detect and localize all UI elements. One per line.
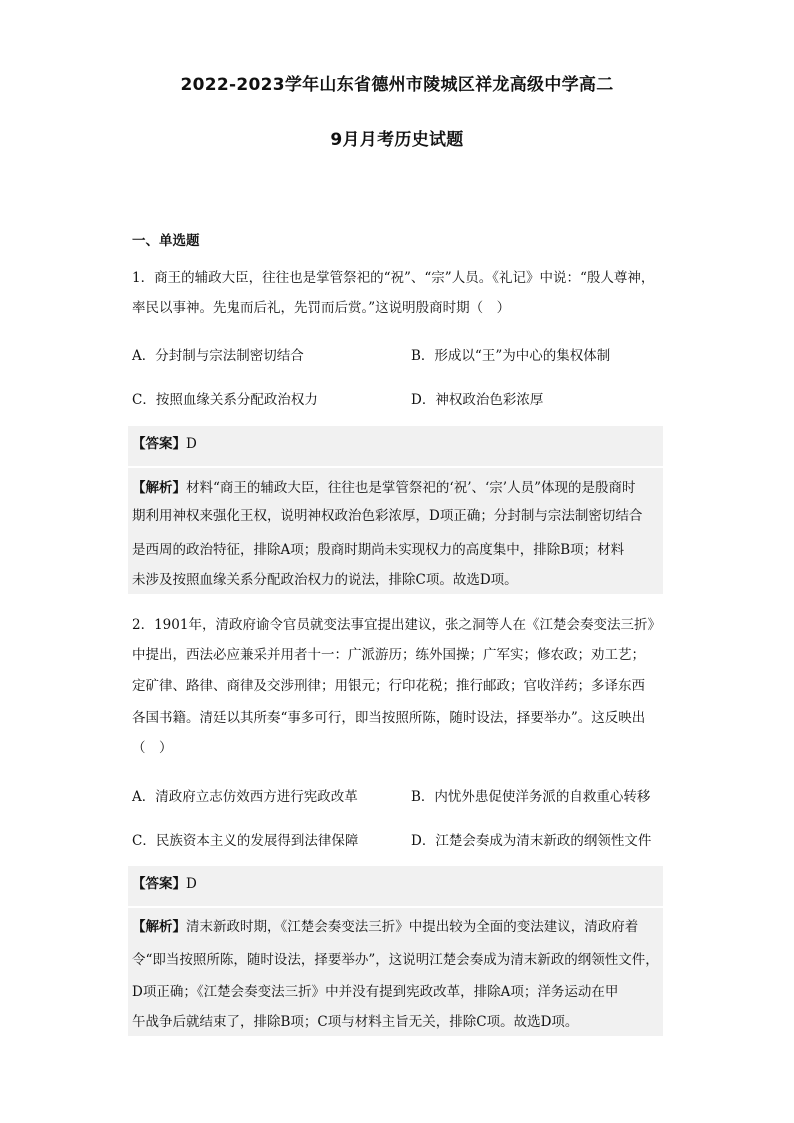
q2-stem-line-3: 定矿律、路律、商律及交涉刑律；用银元；行印花税；推行邮政；官收洋药；多译东西 bbox=[132, 678, 645, 694]
q2-option-b: B．内忧外患促使洋务派的自救重心转移 bbox=[411, 789, 651, 805]
q2-analysis-line-1 bbox=[132, 917, 638, 937]
q2-answer bbox=[132, 874, 197, 894]
q1-answer bbox=[132, 434, 197, 454]
q1-option-b: B．形成以“王”为中心的集权体制 bbox=[411, 348, 611, 364]
q2-analysis-label: 【解析】 bbox=[132, 919, 186, 935]
q2-answer-label: 【答案】 bbox=[132, 876, 186, 892]
q2-option-c: C．民族资本主义的发展得到法律保障 bbox=[132, 833, 359, 849]
q2-option-a: A．清政府立志仿效西方进行宪政改革 bbox=[132, 789, 358, 805]
document-title-line-1: 2022-2023学年山东省德州市陵城区祥龙高级中学高二 bbox=[180, 75, 614, 95]
section-heading: 一、单选题 bbox=[132, 233, 200, 249]
q1-option-c: C．按照血缘关系分配政治权力 bbox=[132, 392, 318, 408]
q2-stem-line-1: 2．1901年，清政府谕令官员就变法事宜提出建议，张之洞等人在《江楚会奏变法三折》 bbox=[132, 617, 661, 633]
q1-option-a: A．分封制与宗法制密切结合 bbox=[132, 348, 304, 364]
q2-stem-line-5: （ ） bbox=[132, 740, 173, 756]
q1-stem-line-2: 率民以事神。先鬼而后礼，先罚而后赏。”这说明殷商时期（ ） bbox=[132, 300, 511, 316]
document-title-line-2: 9月月考历史试题 bbox=[330, 130, 464, 150]
q2-option-d: D．江楚会奏成为清末新政的纲领性文件 bbox=[411, 833, 652, 849]
q1-analysis-line-1 bbox=[132, 478, 635, 498]
q1-analysis-text-1: 材料“商王的辅政大臣，往往也是掌管祭祀的‘祝’、‘宗’人员”体现的是殷商时 bbox=[186, 480, 636, 496]
q2-analysis-line-2: 令“即当按照所陈，随时设法，择要举办”，这说明江楚会奏成为清末新政的纲领性文件， bbox=[132, 952, 659, 968]
q1-option-d: D．神权政治色彩浓厚 bbox=[411, 392, 544, 408]
q2-stem-line-2: 中提出，西法必应兼采并用者十一：广派游历；练外国操；广军实；修农政；劝工艺； bbox=[132, 647, 645, 663]
q1-analysis-line-4: 未涉及按照血缘关系分配政治权力的说法，排除C项。故选D项。 bbox=[132, 572, 518, 588]
q1-analysis-line-2: 期利用神权来强化王权，说明神权政治色彩浓厚，D项正确；分封制与宗法制密切结合 bbox=[132, 508, 643, 524]
q2-analysis-line-4: 午战争后就结束了，排除B项；C项与材料主旨无关，排除C项。故选D项。 bbox=[132, 1014, 579, 1030]
q2-answer-box bbox=[128, 866, 663, 906]
q2-analysis-text-1: 清末新政时期，《江楚会奏变法三折》中提出较为全面的变法建议，清政府着 bbox=[186, 919, 639, 935]
q1-analysis-line-3: 是西周的政治特征，排除A项；殷商时期尚未实现权力的高度集中，排除B项；材料 bbox=[132, 542, 625, 558]
q1-answer-label: 【答案】 bbox=[132, 436, 186, 452]
q2-analysis-line-3: D项正确；《江楚会奏变法三折》中并没有提到宪政改革，排除A项；洋务运动在甲 bbox=[132, 984, 619, 1000]
q1-analysis-label: 【解析】 bbox=[132, 480, 186, 496]
q2-answer-value: D bbox=[186, 876, 197, 892]
q1-answer-box bbox=[128, 426, 663, 466]
q1-stem-line-1: 1．商王的辅政大臣，往往也是掌管祭祀的“祝”、“宗”人员。《礼记》中说：“殷人尊神， bbox=[132, 270, 655, 286]
q1-answer-value: D bbox=[186, 436, 197, 452]
q2-stem-line-4: 各国书籍。清廷以其所奏“事多可行，即当按照所陈，随时设法，择要举办”。这反映出 bbox=[132, 710, 646, 726]
